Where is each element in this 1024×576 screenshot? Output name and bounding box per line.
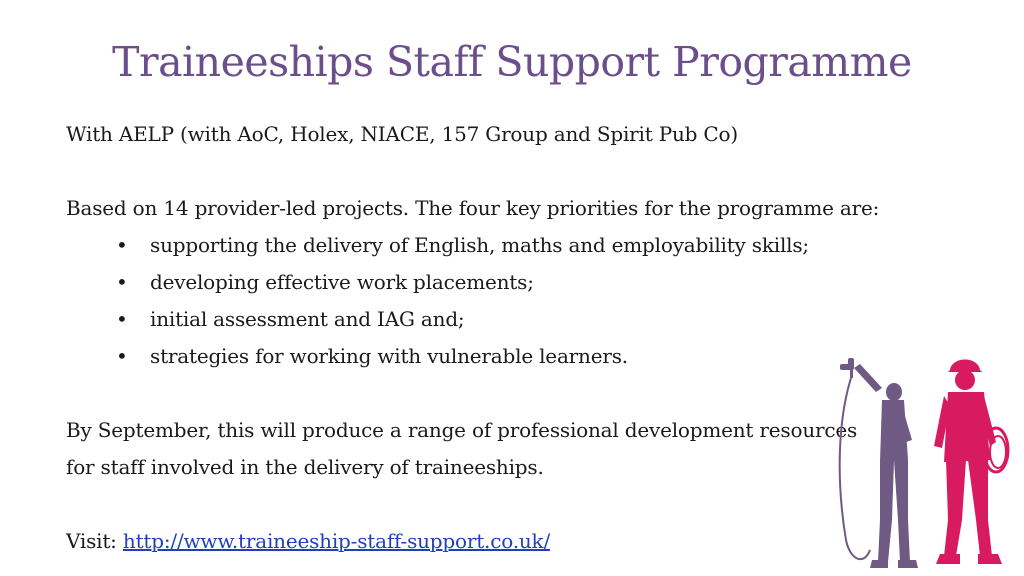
list-item-text: developing effective work placements; — [150, 270, 534, 294]
spacer — [66, 153, 886, 190]
visit-line — [66, 523, 886, 560]
bullet-icon: • — [116, 344, 128, 368]
slide-title: Traineeships Staff Support Programme — [112, 38, 912, 86]
spacer — [66, 486, 886, 523]
list-item — [116, 338, 886, 375]
priorities-list — [66, 227, 886, 375]
bullet-icon: • — [116, 233, 128, 257]
september-line-1: By September, this will produce a range of professional development resources — [66, 418, 858, 442]
list-item-text: supporting the delivery of English, maths and employability skills; — [150, 233, 809, 257]
list-item-text: strategies for working with vulnerable learners. — [150, 344, 628, 368]
list-item — [116, 301, 886, 338]
electrician-silhouette-icon — [934, 360, 1008, 565]
list-item — [116, 227, 886, 264]
intro-text: With AELP (with AoC, Holex, NIACE, 157 Group and Spirit Pub Co) — [66, 122, 738, 146]
list-item — [116, 264, 886, 301]
visit-label: Visit: — [66, 529, 117, 553]
worker-figures — [830, 350, 1024, 576]
september-line-2: for staff involved in the delivery of traineeships. — [66, 455, 544, 479]
spacer — [66, 375, 886, 412]
bullet-icon: • — [116, 307, 128, 331]
slide-body — [66, 116, 886, 560]
priorities-intro: Based on 14 provider-led projects. The four key priorities for the programme are: — [66, 196, 880, 220]
list-item-text: initial assessment and IAG and; — [150, 307, 465, 331]
website-link[interactable]: http://www.traineeship-staff-support.co.uk/ — [122, 529, 550, 553]
bullet-icon: • — [116, 270, 128, 294]
spray-painter-silhouette-icon — [840, 358, 918, 568]
